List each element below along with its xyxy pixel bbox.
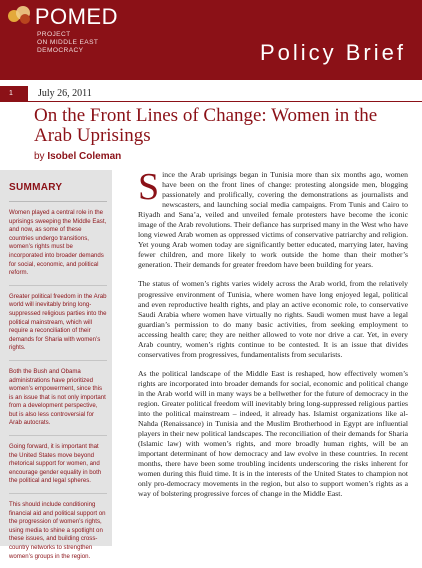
summary-item: Women played a central role in the uprisings sweeping the Middle East, and now, as some of these countries undergo transitions, women’s rights must be incorporated into broader demands for social, economic, and political reform. [9,209,107,286]
publication-date: July 26, 2011 [38,88,92,99]
article-body [138,166,408,508]
body-paragraph [138,166,408,270]
byline [34,151,121,162]
body-paragraph: The status of women’s rights varies widely across the Arab world, from the relatively progressive environment of Tunisia, where women have long enjoyed legal, political and even reproductive health rights, and play an active economic role, to conservative Saudi Arabia where women have virtually no rights. Saudi women must have a legal guardian’s permission to do many basic activities, from seeking employment to accessing health care; they are neither allowed to vote nor drive a car. Yet, in every Arab country, women’s rights continue to be contested. It is an issue that divides conservatives from progressives, fundamentalists from secularists. [138,279,408,359]
summary-sidebar [0,170,112,560]
body-paragraph: As the political landscape of the Middle East is reshaped, how effectively women’s rights are incorporated into broader demands for social, economic and political change in the Arab world will in many ways be a bellwether for the future of democracy in the region. Greater political freedom will inevitably bring long-suppressed religious parties into the political mainstream – indeed, it already has. Islamist organizations like al-Nahda (Renaissance) in Tunisia and the Muslim Brotherhood in Egypt are influential players in their new political landscapes. The reconciliation of their demands for Sharia (Islamic law) with women’s rights, and more broadly human rights, will be an important determinant of how democracy and law evolve in these countries. In recent months, there have been some troubling incidents underscoring the risks inherent for women during this fluid time. It is in the interests of the United States to champion not only pro-democracy movements in the region, but also to support women’s rights as a way of bolstering progressive forces of change in the Middle East. [138,368,408,499]
article-title: On the Front Lines of Change: Women in the Arab Uprisings [34,105,378,146]
pomed-logo[interactable] [8,5,118,77]
paragraph-text: ince the Arab uprisings began in Tunisia more than six months ago, women have been on the front lines of change: protesting alongside men, blogging passionately and prolifically, covering the demonstrations as journalists and newscasters, and launching social media campaigns. From Tunis and Cairo to Riyadh and Sana’a, veiled and unveiled female protesters have become the iconic image of the Arab revolutions. Their defiance has surprised many in the West who have long viewed Arab women as oppressed victims of conservative patriarchy and religion. Yet young Arab women today are significantly better educated, marrying later, having fewer children, and more likely to work outside the home than their mother’s generation. Their demands for greater freedom have been building for years. [138,170,408,270]
author-name[interactable]: Isobel Coleman [47,151,122,162]
summary-item: This should include conditioning financial aid and political support on the progression of women’s rights, using media to shine a spotlight on these issues, and building cross-country networks to strengthen women’s groups in the region. [9,501,106,560]
page-number: 1 [0,86,28,102]
date-strip [0,86,422,102]
summary-item: Greater political freedom in the Arab world will inevitably bring long-suppressed religious parties into the political mainstream, which will require a reconciliation of their demands for Sharia with women’s rights. [9,293,107,361]
logo-sub-line: ON MIDDLE EAST [37,39,99,47]
summary-heading: SUMMARY [9,182,107,202]
summary-item: Both the Bush and Obama administrations have prioritized women’s empowerment, since this is an issue that is not only important from a development perspective, but is also less controversial for Arab autocrats. [9,368,107,436]
logo-sub-line: DEMOCRACY [37,47,84,55]
header-banner [0,0,422,80]
logo-sub-line: PROJECT [37,31,71,38]
document-type-title: Policy Brief [259,40,406,65]
divider [28,101,422,102]
summary-item: Going forward, it is important that the United States move beyond rhetorical support for women, and encourage gender equality in both the political and legal spheres. [9,443,107,494]
drop-cap: S [138,166,160,208]
logo-subtitle [37,31,118,56]
byline-prefix: by [34,151,45,162]
logo-mark-icon [8,6,32,28]
logo-name: POMED [34,4,118,29]
